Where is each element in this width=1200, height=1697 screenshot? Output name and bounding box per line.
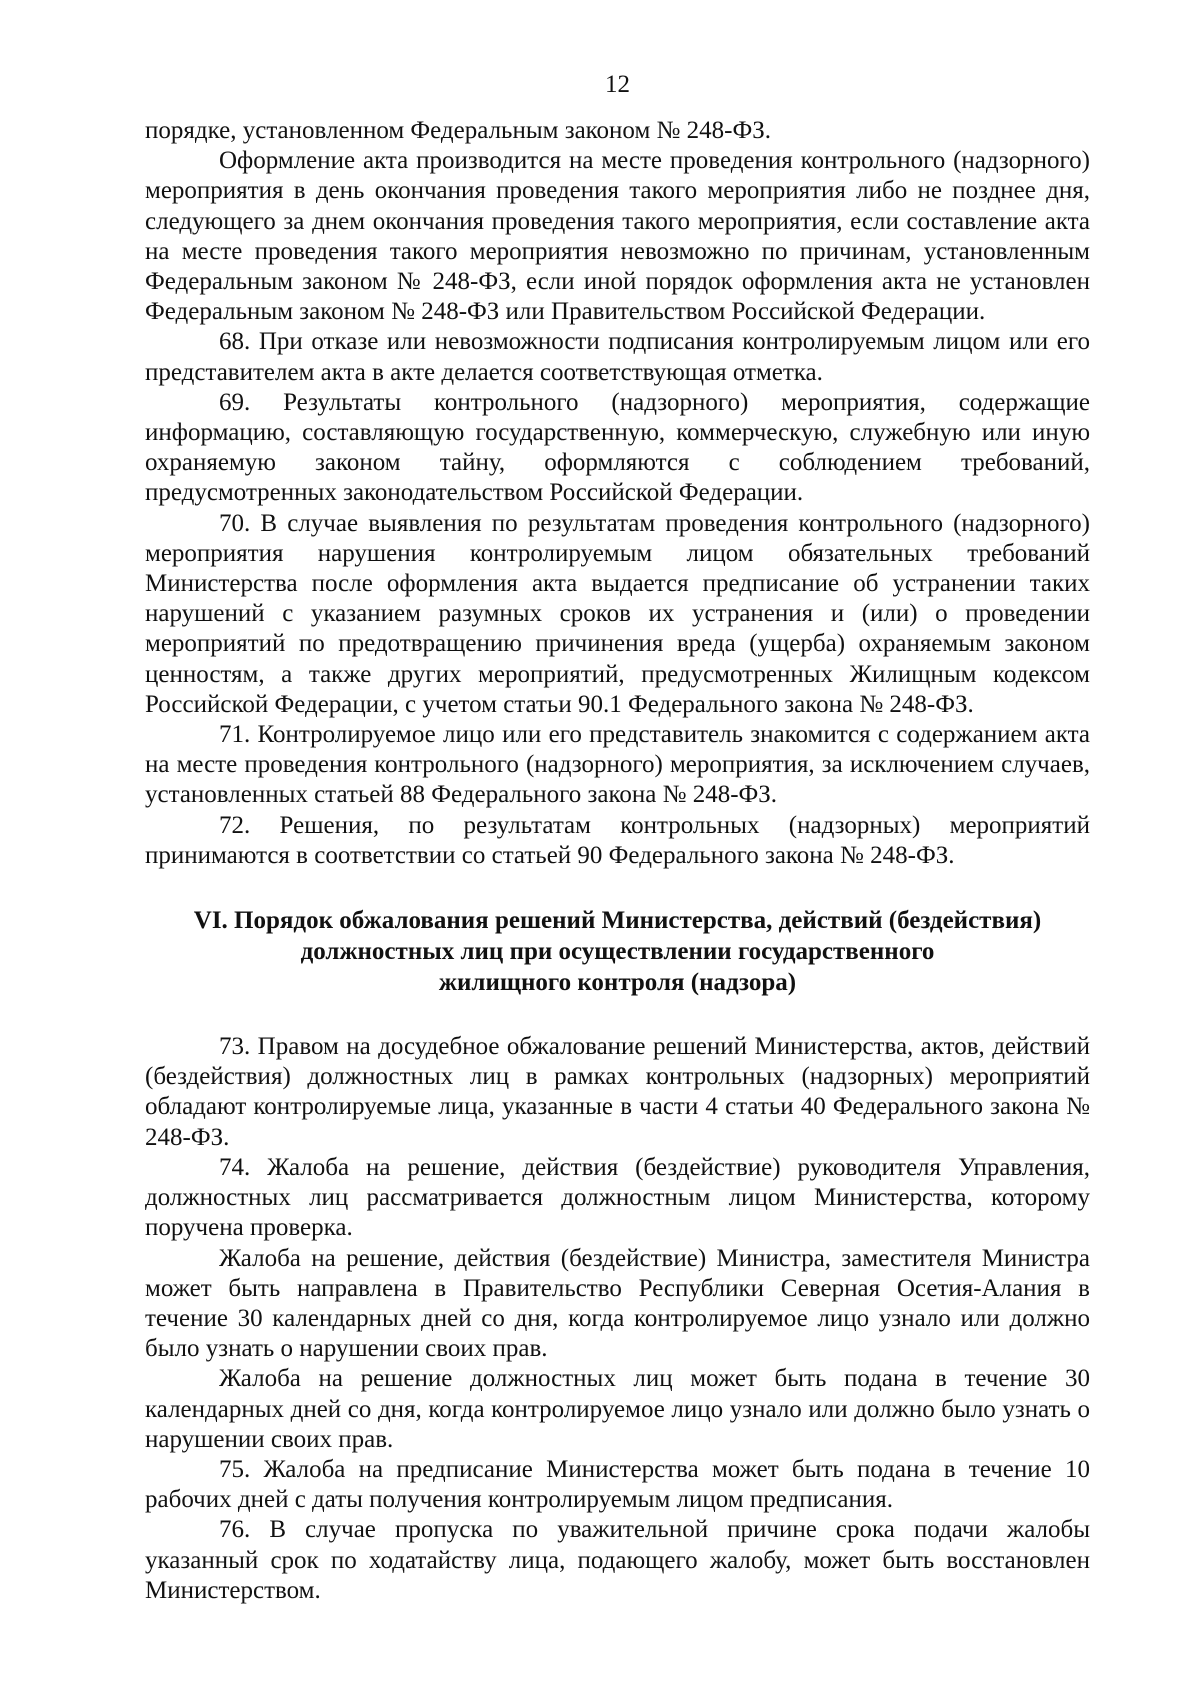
paragraph-74: 74. Жалоба на решение, действия (бездействие) руководителя Управления, должностных лиц рассматривается должностным лицом Министерства, которому поручена проверка. (145, 1153, 1090, 1242)
paragraph-68: 68. При отказе или невозможности подписания контролируемым лицом или его представителем акта в акте делается соответствующая отметка. (145, 328, 1090, 386)
section-heading-line-2: должностных лиц при осуществлении государственного (300, 938, 935, 966)
paragraph-75: 75. Жалоба на предписание Министерства может быть подана в течение 10 рабочих дней с даты получения контролируемым лицом предписания. (145, 1455, 1090, 1514)
text-block-before (145, 116, 1090, 871)
paragraph-72: 72. Решения, по результатам контрольных (надзорных) мероприятий принимаются в соответствии со статьей 90 Федерального закона № 248-ФЗ. (145, 811, 1090, 869)
section-heading (145, 905, 1090, 998)
paragraph-complaint-minister: Жалоба на решение, действия (бездействие) Министра, заместителя Министра может быть направлена в Правительство Республики Северная Осетия-Алания в течение 30 календарных дней со дня, когда контролируемое лицо узнало или должно было узнать о нарушении своих прав. (145, 1244, 1090, 1363)
section-heading-line-1: VI. Порядок обжалования решений Министерства, действий (бездействия) (193, 907, 1042, 935)
section-heading-line-3: жилищного контроля (надзора) (438, 969, 797, 997)
paragraph-71: 71. Контролируемое лицо или его представитель знакомится с содержанием акта на месте проведения контрольного (надзорного) мероприятия, за исключением случаев, установленных статьей 88 Федерального закона № 248-ФЗ. (145, 721, 1090, 809)
paragraph-continuation: порядке, установленном Федеральным законом № 248-ФЗ. (145, 117, 771, 144)
page-number: 12 (605, 71, 630, 98)
text-block-after (145, 1032, 1090, 1606)
paragraph-complaint-officials: Жалоба на решение должностных лиц может быть подана в течение 30 календарных дней со дня, когда контролируемое лицо узнало или должно было узнать о нарушении своих прав. (145, 1365, 1090, 1453)
paragraph-73: 73. Правом на досудебное обжалование решений Министерства, актов, действий (бездействия) должностных лиц в рамках контрольных (надзорных) мероприятий обладают контролируемые лица, указанные в части 4 статьи 40 Федерального закона № 248-ФЗ. (145, 1033, 1090, 1151)
paragraph-76: 76. В случае пропуска по уважительной причине срока подачи жалобы указанный срок по ходатайству лица, подающего жалобу, может быть восстановлен Министерством. (145, 1516, 1090, 1604)
paragraph-69: 69. Результаты контрольного (надзорного) мероприятия, содержащие информацию, составляющую государственную, коммерческую, служебную или иную охраняемую законом тайну, оформляются с соблюдением требований, предусмотренных законодательством Российской Федерации. (145, 388, 1090, 507)
paragraph-act-formation: Оформление акта производится на месте проведения контрольного (надзорного) мероприятия в день окончания проведения такого мероприятия либо не позднее дня, следующего за днем окончания проведения такого мероприятия, если составление акта на месте проведения такого мероприятия невозможно по причинам, установленным Федеральным законом № 248-ФЗ, если иной порядок оформления акта не установлен Федеральным законом № 248-ФЗ или Правительством Российской Федерации. (145, 147, 1090, 326)
paragraph-70: 70. В случае выявления по результатам проведения контрольного (надзорного) мероприятия нарушения контролируемым лицом обязательных требований Министерства после оформления акта выдается предписание об устранении таких нарушений с указанием разумных сроков их устранения и (или) о проведении мероприятий по предотвращению причинения вреда (ущерба) охраняемым законом ценностям, а также других мероприятий, предусмотренных Жилищным кодексом Российской Федерации, с учетом статьи 90.1 Федерального закона № 248-ФЗ. (145, 509, 1090, 718)
